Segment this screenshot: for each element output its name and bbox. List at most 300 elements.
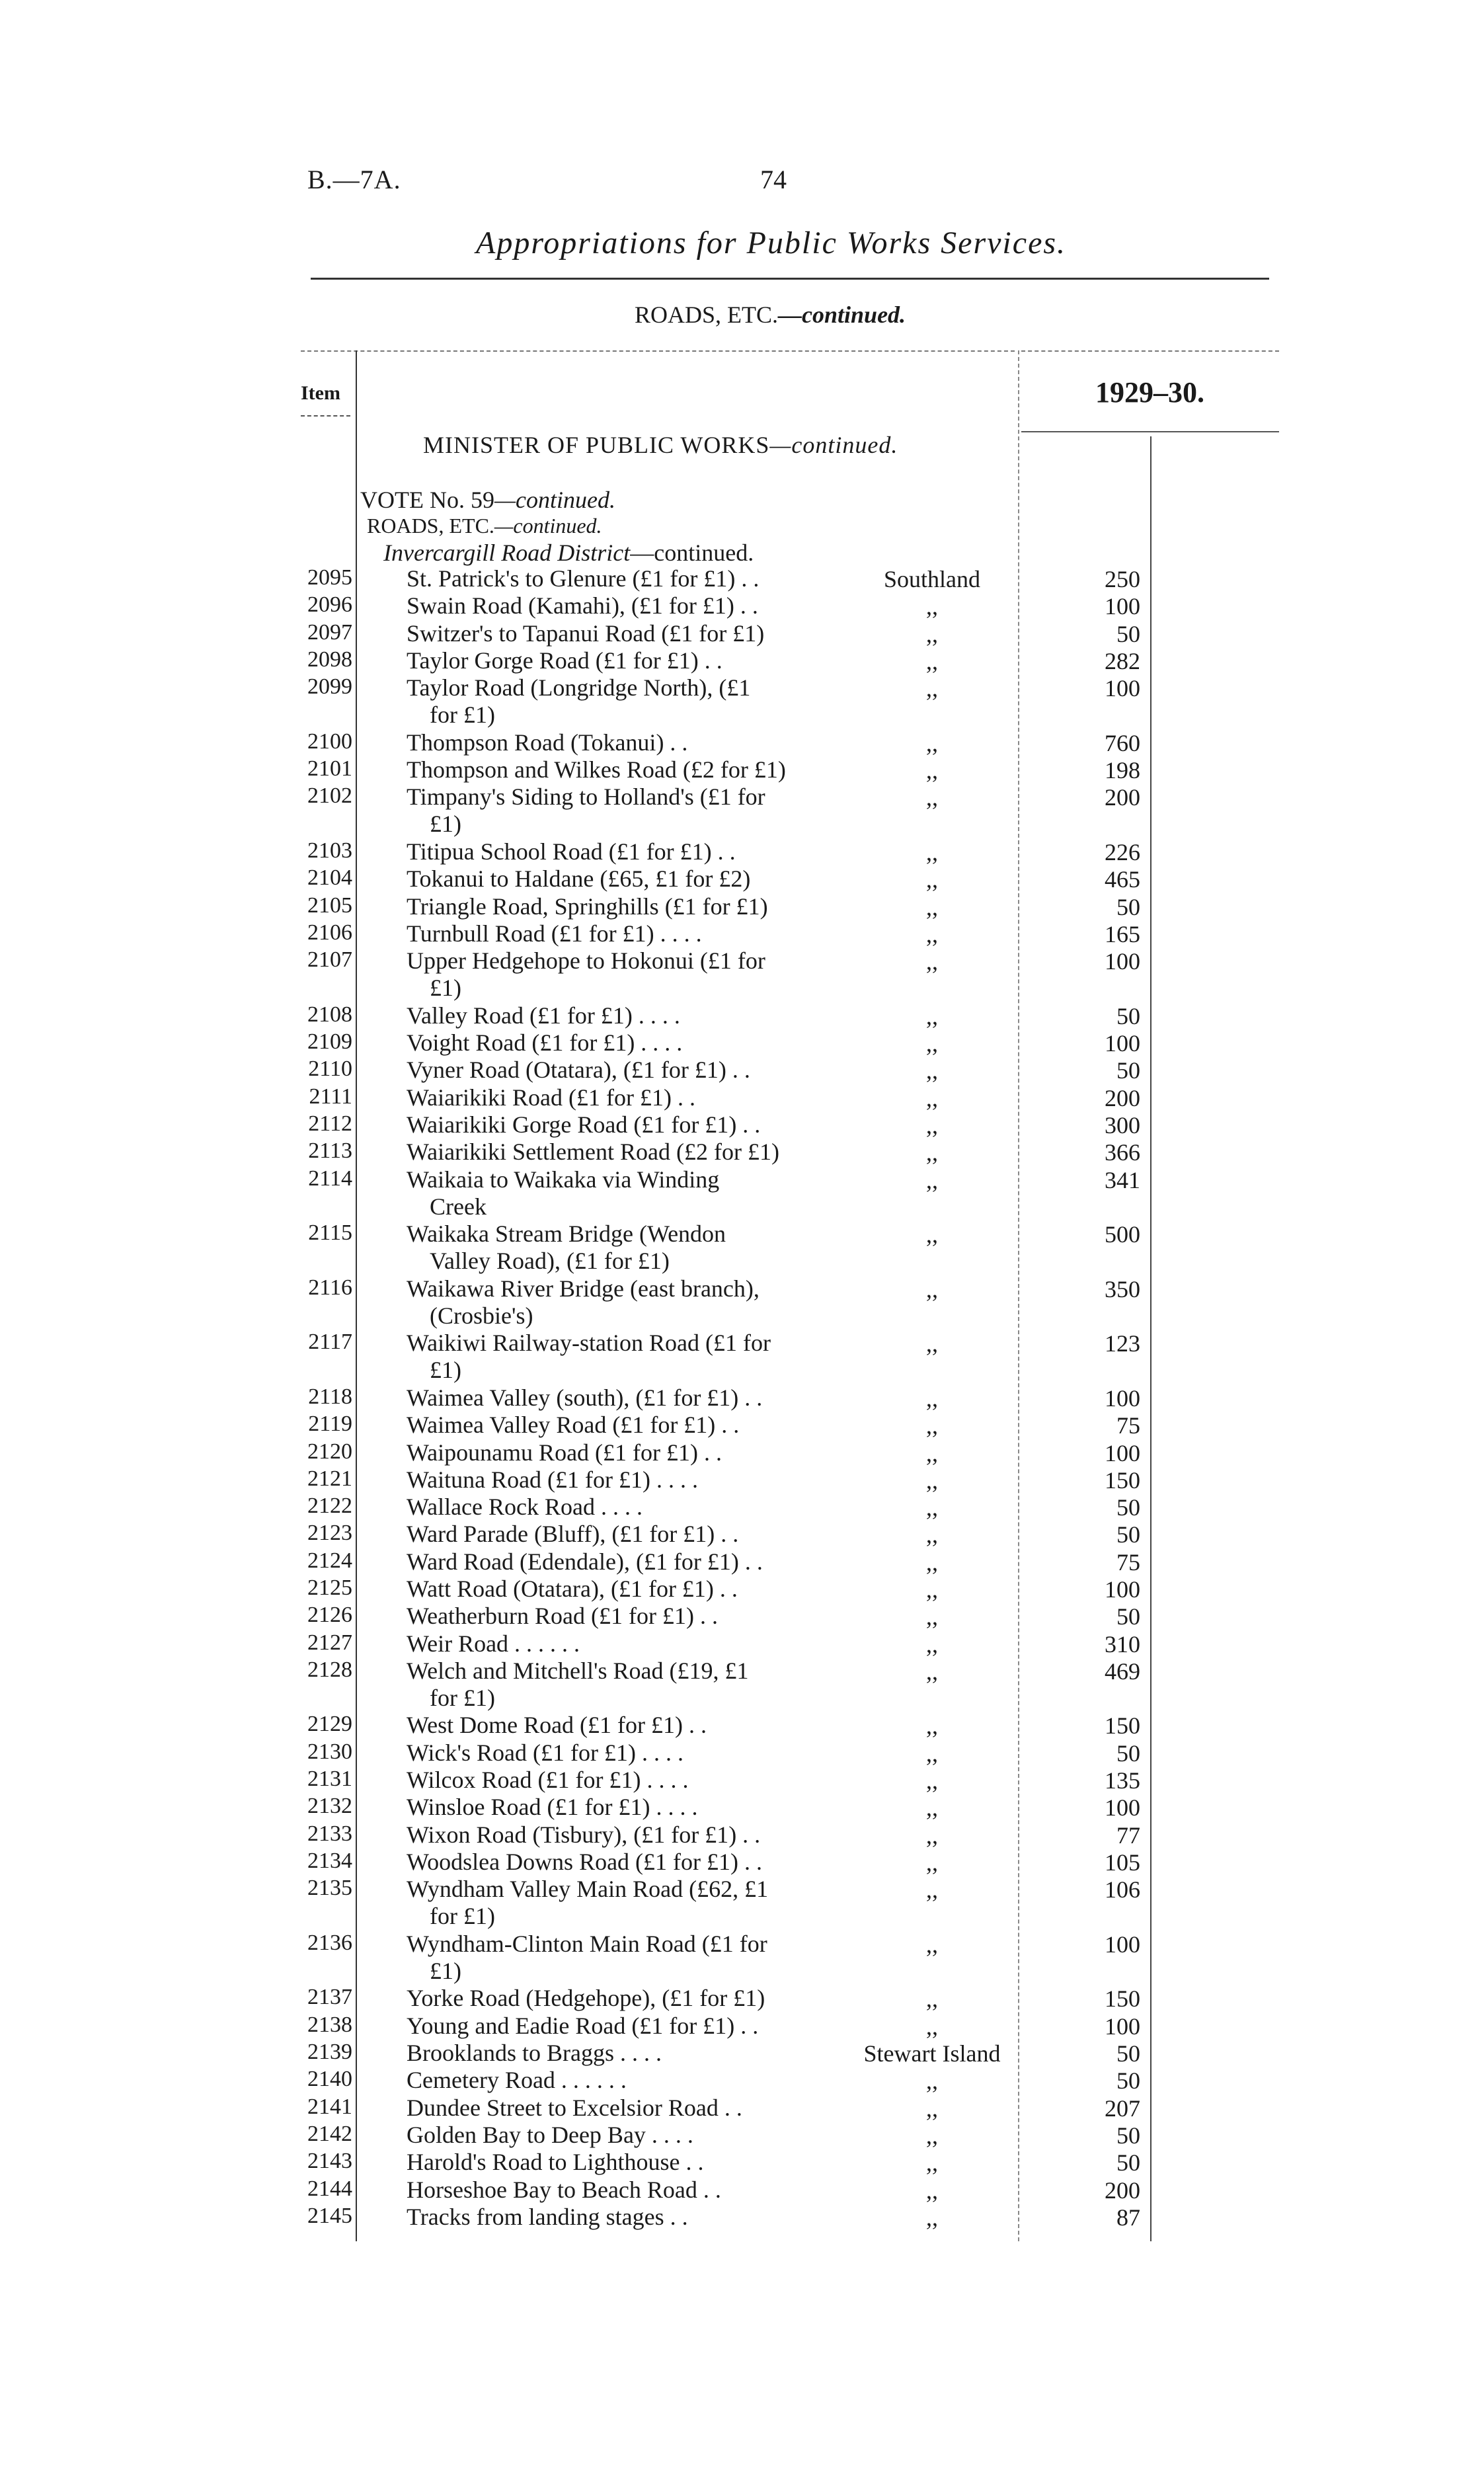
item-number: 2140 (307, 2067, 352, 2092)
road-name-text: Horseshoe Bay to Beach Road . . (407, 2176, 721, 2203)
district-ditto: ,, (926, 593, 938, 620)
road-name-continuation: Valley Road), (£1 for £1) (430, 1248, 670, 1275)
item-number: 2128 (307, 1657, 352, 1682)
road-name (407, 647, 843, 674)
district-ditto: ,, (926, 1821, 938, 1849)
item-number: 2131 (307, 1767, 352, 1792)
item-number: 2130 (307, 1739, 352, 1764)
amount: 469 (1105, 1657, 1140, 1685)
item-number: 2132 (307, 1794, 352, 1819)
road-name-text: Waikawa River Bridge (east branch), (407, 1275, 760, 1302)
road-name (407, 1548, 843, 1576)
district-ditto: ,, (926, 1985, 938, 2013)
district-ditto: ,, (926, 1576, 938, 1603)
road-name (407, 2204, 843, 2231)
item-number: 2143 (307, 2149, 352, 2174)
item-number: 2126 (307, 1603, 352, 1628)
road-name-text: Waituna Road (£1 for £1) . . . . (407, 1466, 698, 1493)
year-column-header: 1929–30. (1095, 376, 1204, 409)
road-name-text: Wyndham-Clinton Main Road (£1 for (407, 1930, 767, 1957)
vote-text: VOTE No. 59 (360, 487, 494, 513)
road-name-text: Wallace Rock Road . . . . (407, 1494, 643, 1521)
item-number: 2124 (307, 1548, 352, 1573)
vote-suffix: —continued. (494, 487, 615, 513)
amount: 165 (1105, 920, 1140, 947)
item-number: 2109 (307, 1029, 352, 1055)
table-row (0, 1521, 1484, 1548)
amount: 106 (1105, 1876, 1140, 1903)
table-row (0, 1057, 1484, 1084)
item-number: 2098 (307, 647, 352, 672)
amount: 50 (1116, 1002, 1140, 1029)
item-number: 2118 (308, 1384, 352, 1409)
road-name-text: Waikaia to Waikaka via Winding (407, 1166, 720, 1193)
district-ditto: ,, (926, 1030, 938, 1057)
road-name-text: Waimea Valley Road (£1 for £1) . . (407, 1412, 740, 1439)
district-ditto: ,, (926, 948, 938, 975)
amount: 87 (1116, 2204, 1140, 2231)
amount: 50 (1116, 2122, 1140, 2149)
road-name-text: Thompson and Wilkes Road (£2 for £1) (407, 756, 786, 783)
amount: 207 (1105, 2095, 1140, 2122)
item-number: 2097 (307, 619, 352, 645)
table-row (0, 1576, 1484, 1603)
amount: 77 (1116, 1821, 1140, 1849)
road-name-text: Welch and Mitchell's Road (£19, £1 (407, 1657, 749, 1684)
road-name (407, 1876, 843, 1930)
table-row (0, 1111, 1484, 1138)
road-name-continuation: for £1) (430, 1903, 495, 1930)
amount: 350 (1105, 1275, 1140, 1302)
amount: 250 (1105, 566, 1140, 592)
road-name-text: Harold's Road to Lighthouse . . (407, 2149, 704, 2176)
road-name-text: Wilcox Road (£1 for £1) . . . . (407, 1767, 689, 1794)
road-name (407, 592, 843, 619)
district-ditto: ,, (926, 1084, 938, 1111)
amount: 75 (1116, 1412, 1140, 1439)
table-row (0, 729, 1484, 756)
item-number: 2101 (307, 756, 352, 781)
item-column-header: Item (301, 382, 340, 404)
road-name (407, 838, 843, 865)
road-name-text: Valley Road (£1 for £1) . . . . (407, 1002, 680, 1029)
district-ditto: ,, (926, 2067, 938, 2095)
road-name-text: West Dome Road (£1 for £1) . . (407, 1712, 707, 1739)
road-name (407, 1220, 843, 1275)
amount: 100 (1105, 1576, 1140, 1603)
road-name-continuation: £1) (430, 811, 461, 838)
amount: 100 (1105, 1931, 1140, 1958)
road-name (407, 1849, 843, 1876)
item-number: 2139 (307, 2040, 352, 2065)
road-name-text: Vyner Road (Otatara), (£1 for £1) . . (407, 1057, 750, 1084)
page-title: Appropriations for Public Works Services. (476, 225, 1067, 260)
amount: 198 (1105, 757, 1140, 784)
table-row (0, 1466, 1484, 1494)
road-name-text: Taylor Gorge Road (£1 for £1) . . (407, 647, 722, 674)
district-ditto: ,, (926, 784, 938, 811)
amount: 150 (1105, 1466, 1140, 1494)
district-ditto: ,, (926, 1275, 938, 1302)
table-top-rule-right (1021, 350, 1279, 352)
district-ditto: ,, (926, 1002, 938, 1029)
amount: 341 (1105, 1166, 1140, 1193)
road-name-continuation: (Crosbie's) (430, 1302, 533, 1329)
amount: 100 (1105, 675, 1140, 702)
road-name-text: Taylor Road (Longridge North), (£1 (407, 674, 751, 701)
vote-heading (360, 486, 615, 514)
item-number: 2133 (307, 1821, 352, 1846)
table-row (0, 947, 1484, 1002)
amount: 200 (1105, 784, 1140, 811)
amount: 100 (1105, 1030, 1140, 1057)
district-ditto: ,, (926, 1767, 938, 1794)
table-row (0, 565, 1484, 592)
table-row (0, 1657, 1484, 1712)
item-number: 2129 (307, 1712, 352, 1737)
road-name-text: Swain Road (Kamahi), (£1 for £1) . . (407, 592, 758, 619)
item-number: 2108 (307, 1002, 352, 1027)
district-ditto: ,, (926, 893, 938, 920)
table-row (0, 1548, 1484, 1576)
ministry-heading (423, 431, 898, 459)
item-number: 2110 (308, 1057, 352, 1082)
year-header-rule (1021, 431, 1279, 432)
road-name-text: Dundee Street to Excelsior Road . . (407, 2094, 742, 2121)
road-name (407, 1931, 843, 1985)
amount: 50 (1116, 1603, 1140, 1630)
district-ditto: ,, (926, 1494, 938, 1521)
road-name (407, 1712, 843, 1739)
district-suffix: —continued. (630, 539, 754, 566)
district-ditto: Southland (883, 566, 980, 592)
road-name-text: Upper Hedgehope to Hokonui (£1 for (407, 947, 765, 975)
table-row (0, 1821, 1484, 1849)
amount: 100 (1105, 1384, 1140, 1412)
section-heading-suffix: —continued. (778, 301, 906, 328)
table-row (0, 1603, 1484, 1630)
table-row (0, 1494, 1484, 1521)
amount: 50 (1116, 2149, 1140, 2176)
table-row (0, 838, 1484, 865)
road-name (407, 1603, 843, 1630)
road-name-text: Tracks from landing stages . . (407, 2203, 688, 2230)
district-ditto: ,, (926, 920, 938, 947)
amount: 105 (1105, 1849, 1140, 1876)
table-row (0, 592, 1484, 619)
district-ditto: ,, (926, 2122, 938, 2149)
item-number: 2120 (307, 1439, 352, 1464)
item-number: 2137 (307, 1985, 352, 2010)
amount: 50 (1116, 893, 1140, 920)
table-top-rule-left (301, 350, 1015, 352)
road-name (407, 1985, 843, 2012)
item-number: 2121 (307, 1466, 352, 1491)
ministry-text: MINISTER OF PUBLIC WORKS (423, 432, 770, 458)
road-name-continuation: for £1) (430, 701, 495, 729)
table-row (0, 1412, 1484, 1439)
item-number: 2104 (307, 865, 352, 891)
district-ditto: ,, (926, 1712, 938, 1739)
district-ditto: ,, (926, 2176, 938, 2204)
item-number: 2095 (307, 565, 352, 590)
item-number: 2102 (307, 783, 352, 809)
road-name (407, 1029, 843, 1057)
amount: 300 (1105, 1111, 1140, 1138)
district-ditto: ,, (926, 2095, 938, 2122)
amount: 100 (1105, 1794, 1140, 1821)
district-ditto: ,, (926, 1630, 938, 1657)
amount: 200 (1105, 1084, 1140, 1111)
item-number: 2123 (307, 1521, 352, 1546)
table-row (0, 2040, 1484, 2067)
road-name-text: St. Patrick's to Glenure (£1 for £1) . . (407, 565, 760, 592)
road-name (407, 2122, 843, 2149)
item-number: 2096 (307, 592, 352, 618)
amount: 310 (1105, 1630, 1140, 1657)
district-ditto: ,, (926, 1384, 938, 1412)
road-name-text: Tokanui to Haldane (£65, £1 for £2) (407, 865, 751, 893)
item-number: 2134 (307, 1848, 352, 1873)
item-number: 2116 (308, 1275, 352, 1300)
table-row (0, 1002, 1484, 1029)
table-row (0, 756, 1484, 783)
road-name (407, 2149, 843, 2176)
table-row (0, 1712, 1484, 1739)
table-row (0, 2204, 1484, 2231)
district-ditto: ,, (926, 1876, 938, 1903)
amount: 50 (1116, 2040, 1140, 2067)
amount: 100 (1105, 948, 1140, 975)
district-ditto: ,, (926, 757, 938, 784)
table-row (0, 1794, 1484, 1821)
item-number: 2135 (307, 1876, 352, 1901)
amount: 50 (1116, 1739, 1140, 1767)
road-name-text: Weatherburn Road (£1 for £1) . . (407, 1603, 718, 1630)
road-name-text: Timpany's Siding to Holland's (£1 for (407, 783, 765, 811)
road-name-text: Weir Road . . . . . . (407, 1630, 580, 1657)
road-name-text: Voight Road (£1 for £1) . . . . (407, 1029, 683, 1057)
item-number: 2103 (307, 838, 352, 863)
road-name-text: Titipua School Road (£1 for £1) . . (407, 838, 736, 865)
district-ditto: ,, (926, 1466, 938, 1494)
item-number: 2145 (307, 2203, 352, 2228)
road-name-text: Wyndham Valley Main Road (£62, £1 (407, 1876, 769, 1903)
header-rule (311, 278, 1269, 280)
amount: 135 (1105, 1767, 1140, 1794)
road-name (407, 1111, 843, 1138)
road-name (407, 1138, 843, 1166)
road-name (407, 1057, 843, 1084)
road-name (407, 1494, 843, 1521)
district-ditto: ,, (926, 729, 938, 756)
amount: 100 (1105, 2013, 1140, 2040)
road-name-text: Turnbull Road (£1 for £1) . . . . (407, 920, 702, 947)
district-ditto: ,, (926, 2013, 938, 2040)
road-name-text: Young and Eadie Road (£1 for £1) . . (407, 2012, 759, 2039)
road-name-text: Switzer's to Tapanui Road (£1 for £1) (407, 619, 765, 647)
district-ditto: ,, (926, 2204, 938, 2231)
road-name-text: Waipounamu Road (£1 for £1) . . (407, 1439, 722, 1466)
table-row (0, 2013, 1484, 2040)
district-ditto: ,, (926, 1548, 938, 1576)
amount: 282 (1105, 647, 1140, 674)
road-name (407, 756, 843, 783)
road-name-text: Ward Parade (Bluff), (£1 for £1) . . (407, 1521, 739, 1548)
road-name-text: Waiarikiki Gorge Road (£1 for £1) . . (407, 1111, 761, 1138)
road-name (407, 2040, 843, 2067)
amount: 150 (1105, 1712, 1140, 1739)
table-row (0, 1384, 1484, 1412)
road-name (407, 674, 843, 729)
table-row (0, 1985, 1484, 2012)
table-row (0, 1767, 1484, 1794)
table-row (0, 2176, 1484, 2204)
item-number: 2107 (307, 947, 352, 973)
amount: 75 (1116, 1548, 1140, 1576)
road-name-text: Golden Bay to Deep Bay . . . . (407, 2121, 693, 2148)
road-name-text: Yorke Road (Hedgehope), (£1 for £1) (407, 1985, 765, 2012)
road-name-text: Triangle Road, Springhills (£1 for £1) (407, 893, 768, 920)
amount: 760 (1105, 729, 1140, 756)
table-row (0, 783, 1484, 838)
district-text: Invercargill Road District (383, 539, 631, 566)
road-name-text: Waikaka Stream Bridge (Wendon (407, 1220, 726, 1248)
district-ditto: ,, (926, 1111, 938, 1138)
amount: 100 (1105, 1439, 1140, 1466)
road-name-text: Watt Road (Otatara), (£1 for £1) . . (407, 1575, 738, 1602)
road-name-text: Winsloe Road (£1 for £1) . . . . (407, 1794, 698, 1821)
road-name (407, 1576, 843, 1603)
road-name-continuation: £1) (430, 1357, 461, 1384)
district-ditto: ,, (926, 1739, 938, 1767)
table-row (0, 1084, 1484, 1111)
table-row (0, 1849, 1484, 1876)
table-row (0, 647, 1484, 674)
item-number: 2127 (307, 1630, 352, 1655)
table-row (0, 1220, 1484, 1275)
roads-suffix: —continued. (494, 514, 602, 538)
district-ditto: ,, (926, 1521, 938, 1548)
amount: 50 (1116, 2067, 1140, 2095)
road-name (407, 1084, 843, 1111)
road-name-text: Waiarikiki Road (£1 for £1) . . (407, 1084, 695, 1111)
district-heading (383, 539, 754, 567)
item-number: 2112 (308, 1111, 352, 1136)
road-name (407, 947, 843, 1002)
road-name (407, 893, 843, 920)
road-name-text: Waikiwi Railway-station Road (£1 for (407, 1330, 771, 1357)
table-row (0, 2095, 1484, 2122)
table-row (0, 1439, 1484, 1466)
table-row (0, 1876, 1484, 1931)
road-name (407, 1439, 843, 1466)
road-name-text: Cemetery Road . . . . . . (407, 2067, 627, 2094)
road-name (407, 2067, 843, 2094)
district-ditto: ,, (926, 647, 938, 674)
district-ditto: ,, (926, 1412, 938, 1439)
road-name-continuation: for £1) (430, 1684, 495, 1711)
ministry-suffix: —continued. (769, 432, 898, 458)
road-name-text: Wick's Road (£1 for £1) . . . . (407, 1739, 683, 1766)
amount: 465 (1105, 866, 1140, 893)
road-name (407, 729, 843, 756)
item-number: 2117 (308, 1330, 352, 1355)
amount: 100 (1105, 593, 1140, 620)
roads-subheading (367, 514, 602, 538)
road-name (407, 1166, 843, 1220)
district-ditto: ,, (926, 1849, 938, 1876)
table-row (0, 2122, 1484, 2149)
item-number: 2099 (307, 674, 352, 699)
road-name (407, 1630, 843, 1657)
road-name (407, 620, 843, 647)
item-number: 2125 (307, 1575, 352, 1600)
item-number: 2138 (307, 2012, 352, 2037)
road-name-continuation: £1) (430, 975, 461, 1002)
road-name (407, 1002, 843, 1029)
item-number: 2142 (307, 2121, 352, 2146)
road-name (407, 1657, 843, 1712)
item-number: 2100 (307, 729, 352, 754)
road-name (407, 2013, 843, 2040)
road-name (407, 1739, 843, 1767)
amount: 150 (1105, 1985, 1140, 2013)
page-number: 74 (760, 165, 787, 194)
amount: 366 (1105, 1139, 1140, 1166)
road-name-text: Brooklands to Braggs . . . . (407, 2040, 662, 2067)
table-row (0, 620, 1484, 647)
table-row (0, 1166, 1484, 1221)
section-heading (635, 301, 906, 329)
appropriation-table (0, 565, 1484, 2231)
road-name (407, 2095, 843, 2122)
item-number: 2122 (307, 1494, 352, 1519)
road-name (407, 1794, 843, 1821)
item-header-rule (301, 415, 350, 417)
road-name-continuation: Creek (430, 1193, 487, 1220)
road-name (407, 865, 843, 893)
document-code: B.—7A. (307, 165, 401, 194)
amount: 50 (1116, 620, 1140, 647)
district-ditto: ,, (926, 1057, 938, 1084)
item-number: 2114 (308, 1166, 352, 1191)
item-number: 2115 (308, 1220, 352, 1246)
table-row (0, 865, 1484, 893)
road-name (407, 1275, 843, 1330)
table-row (0, 2067, 1484, 2094)
amount: 50 (1116, 1057, 1140, 1084)
table-row (0, 920, 1484, 947)
road-name (407, 1330, 843, 1384)
district-ditto: ,, (926, 1931, 938, 1958)
district-ditto: ,, (926, 1330, 938, 1357)
amount: 200 (1105, 2176, 1140, 2204)
item-number: 2105 (307, 893, 352, 918)
district-ditto: ,, (926, 838, 938, 865)
section-heading-text: ROADS, ETC. (635, 301, 779, 328)
road-name-text: Ward Road (Edendale), (£1 for £1) . . (407, 1548, 763, 1575)
item-number: 2111 (309, 1084, 352, 1109)
road-name (407, 1466, 843, 1494)
item-number: 2136 (307, 1930, 352, 1955)
table-row (0, 1275, 1484, 1330)
district-ditto: ,, (926, 866, 938, 893)
district-ditto: ,, (926, 1794, 938, 1821)
item-number: 2106 (307, 920, 352, 945)
table-row (0, 1029, 1484, 1057)
item-number: 2119 (308, 1412, 352, 1437)
